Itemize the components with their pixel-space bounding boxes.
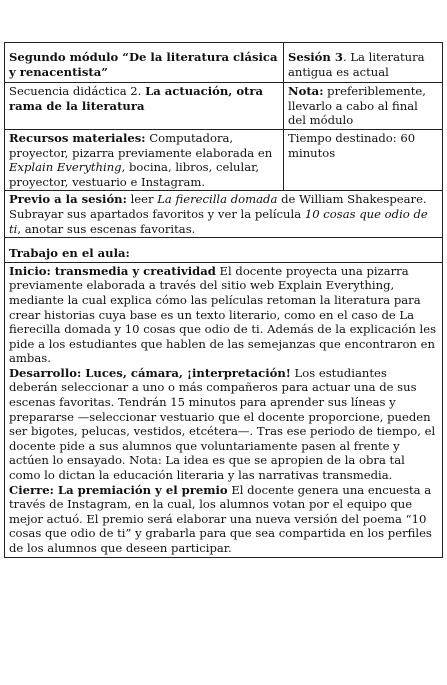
sequence-cell bbox=[5, 83, 284, 130]
note-text: preferiblemente, llevarlo a cabo al final del módulo bbox=[288, 84, 426, 128]
lesson-plan-document bbox=[4, 42, 443, 558]
inicio-text: El docente proyecta una pizarra previamente elaborada a través del sitio web Explain Everything, mediante la cual explica cómo las películas retoman la literatura para crear historias cuya base es un texto literario, como en el caso de La fierecilla domada y 10 cosas que odio de ti. Además de la explicación les pide a los estudiantes que hablen de las semejanzas que encontraron en ambas. bbox=[9, 263, 437, 366]
classwork-heading-cell bbox=[5, 238, 443, 263]
session-cell bbox=[284, 43, 443, 83]
previous-text-2: de William Shakespeare. Subrayar sus apartados favoritos y ver la película bbox=[9, 192, 427, 221]
resources-text-1: Computadora, proyector, pizarra previamente elaborada en bbox=[9, 130, 273, 160]
row-previous bbox=[5, 191, 443, 238]
module-title: Segundo módulo “De la literatura clásica y renacentista” bbox=[9, 50, 278, 79]
classwork-heading: Trabajo en el aula: bbox=[9, 246, 130, 261]
time-cell bbox=[284, 129, 443, 190]
cierre-label: Cierre: La premiación y el premio bbox=[9, 482, 228, 497]
lesson-plan-table bbox=[4, 42, 443, 558]
note-cell bbox=[284, 83, 443, 130]
inicio-paragraph bbox=[9, 264, 438, 366]
session-text: . La literatura antigua es actual bbox=[288, 50, 425, 79]
previous-text-3: , anotar sus escenas favoritas. bbox=[17, 221, 196, 236]
previous-label: Previo a la sesión: bbox=[9, 192, 127, 207]
desarrollo-text: Los estudiantes deberán seleccionar a uno o más compañeros para actuar una de sus escenas favoritas. Tendrán 15 minutos para aprender sus líneas y prepararse —seleccionar vestuario que el docente proporcione, pueden ser bigotes, pelucas, vestidos, etcétera—. Tras ese periodo de tiempo, el docente pide a sus alumnos que voluntariamente pasen al frente y actúen lo ensayado. Nota: La idea es que se apropien de la obra tal como lo dictan la educación literaria y las narrativas transmedia. bbox=[9, 365, 436, 483]
classwork-cell bbox=[5, 262, 443, 557]
time-text: Tiempo destinado: 60 minutos bbox=[288, 130, 416, 160]
previous-italic-1: La fierecilla domada bbox=[157, 192, 278, 207]
resources-cell bbox=[5, 129, 284, 190]
resources-italic: Explain Everything bbox=[9, 160, 122, 175]
previous-italic-2: 10 cosas que odio de ti bbox=[9, 206, 428, 236]
inicio-label: Inicio: transmedia y creatividad bbox=[9, 263, 216, 278]
cierre-text: El docente genera una encuesta a través de Instagram, en la cual, los alumnos votan por el equipo que mejor actuó. El premio será elaborar una nueva versión del poema “10 cosas que odio de ti” y grabarla para que sea compartida en los perfiles de los alumnos que deseen participar. bbox=[9, 482, 432, 555]
row-classwork bbox=[5, 262, 443, 557]
row-resources bbox=[5, 129, 443, 190]
row-classwork-heading bbox=[5, 238, 443, 263]
desarrollo-paragraph bbox=[9, 366, 438, 556]
module-title-cell bbox=[5, 43, 284, 83]
previous-cell bbox=[5, 191, 443, 238]
resources-text-2: , bocina, libros, celular, proyector, vestuario e Instagram. bbox=[9, 160, 260, 189]
previous-text-1: leer bbox=[126, 192, 158, 207]
row-module bbox=[5, 43, 443, 83]
session-label: Sesión 3 bbox=[288, 50, 343, 64]
sequence-prefix: Secuencia didáctica 2. bbox=[9, 84, 146, 99]
sequence-title: La actuación, otra rama de la literatura bbox=[9, 84, 264, 113]
resources-label: Recursos materiales: bbox=[9, 130, 146, 145]
row-sequence bbox=[5, 83, 443, 130]
note-label: Nota: bbox=[288, 84, 324, 99]
desarrollo-label: Desarrollo: Luces, cámara, ¡interpretación! bbox=[9, 365, 291, 380]
